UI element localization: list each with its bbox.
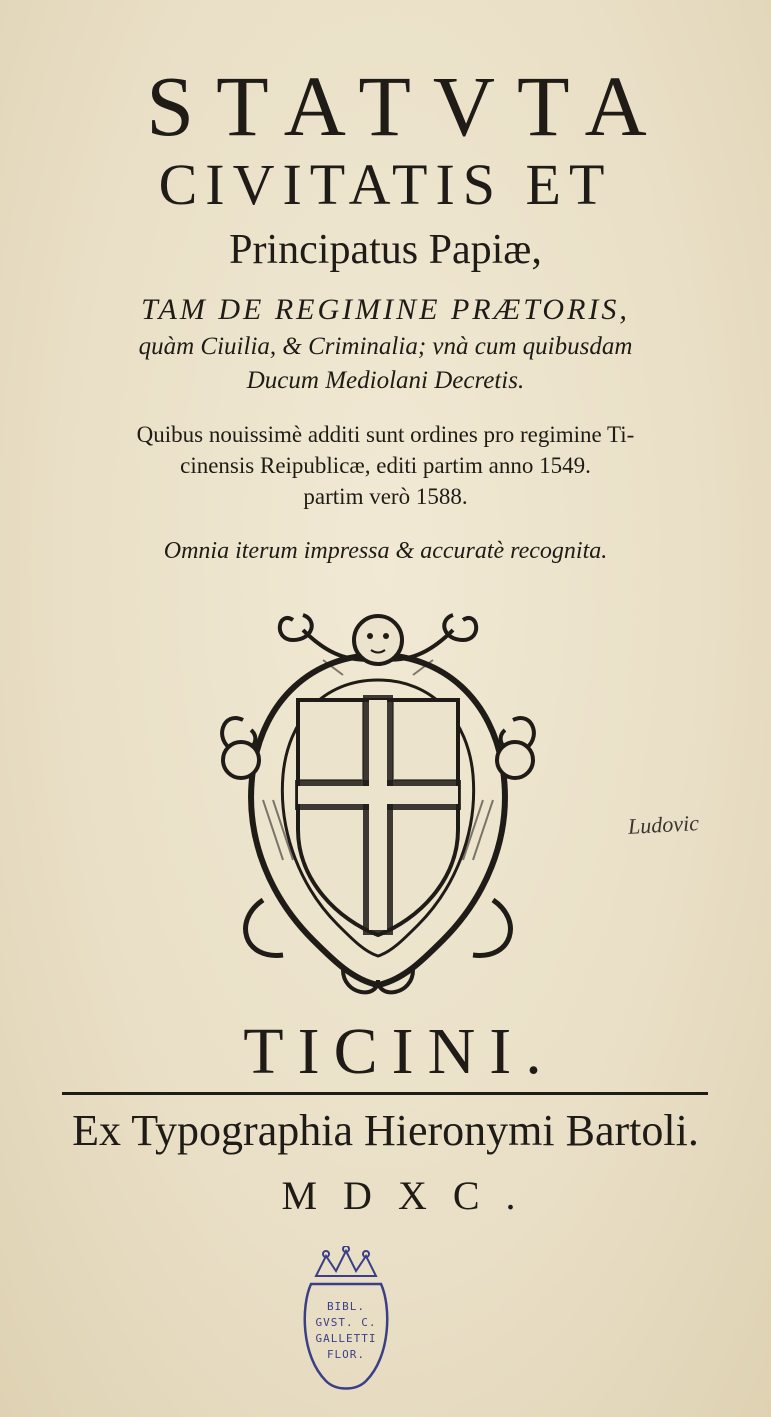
stamp-line-3: GALLETTI [315, 1332, 377, 1345]
stamp-line-2: GVST. C. [315, 1316, 377, 1329]
imprint-place: TICINI. [243, 1015, 556, 1088]
description-line-3: partim verò 1588. [303, 484, 468, 509]
divider-rule [62, 1092, 708, 1095]
handwritten-margin-note: Ludovic [627, 810, 700, 839]
title-line-2: CIVITATIS ET [158, 152, 613, 217]
description-line-2: cinensis Reipublicæ, editi partim anno 1549. [180, 453, 591, 478]
stamp-line-1: BIBL. [326, 1300, 366, 1313]
description-line-1: Quibus nouissimè additi sunt ordines pro regimine Ti- [136, 422, 635, 447]
recognita-line: Omnia iterum impressa & accuratè recognita. [163, 538, 608, 564]
stamp-line-4: FLOR. [326, 1348, 366, 1361]
subtitle-line-2: quàm Ciuilia, & Criminalia; vnà cum quibusdam [138, 333, 633, 360]
title-line-3: Principatus Papiæ, [229, 227, 542, 273]
title-line-1: STATVTA [146, 58, 669, 154]
library-stamp [296, 1246, 396, 1396]
imprint-year: MDXC. [281, 1173, 542, 1218]
subtitle-line-3: Ducum Mediolani Decretis. [246, 367, 525, 394]
subtitle-line-1: TAM DE REGIMINE PRÆTORIS, [141, 293, 630, 326]
coat-of-arms-emblem [203, 600, 553, 1000]
imprint-printer: Ex Typographia Hieronymi Bartoli. [72, 1106, 699, 1155]
